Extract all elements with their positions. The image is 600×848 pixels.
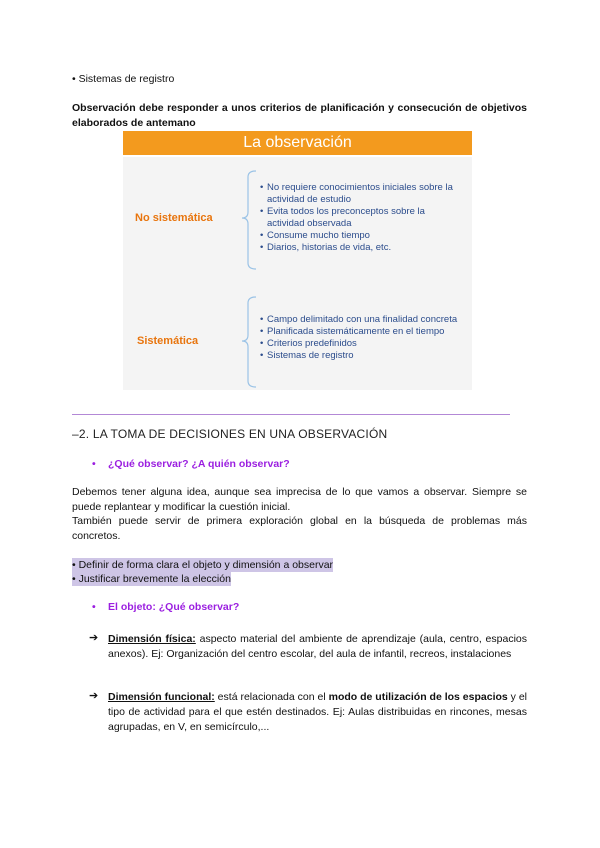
no-sistematica-list (260, 182, 465, 254)
paragraph-2: También puede servir de primera exploración global en la búsqueda de problemas más concretos. (72, 515, 527, 542)
dimension-funcional-text-1: está relacionada con el (214, 691, 329, 703)
highlight-2 (72, 572, 231, 586)
arrow-icon: ➔ (89, 690, 99, 702)
dimension-fisica (108, 632, 527, 662)
highlight-2-text: • Justificar brevemente la elección (72, 573, 231, 585)
question-1: ¿Qué observar? ¿A quién observar? (108, 458, 290, 470)
list-item: • Sistemas de registro (260, 350, 465, 362)
dimension-fisica-label: Dimensión física: (108, 633, 196, 645)
question-1-bullet: • (92, 458, 96, 470)
arrow-icon: ➔ (89, 632, 99, 644)
highlight-1 (72, 558, 333, 572)
question-2-bullet: • (92, 601, 96, 613)
dimension-funcional (108, 690, 527, 735)
list-item: • No requiere conocimientos iniciales sobre la actividad de estudio (260, 182, 465, 206)
list-item: • Consume mucho tiempo (260, 230, 465, 242)
dimension-funcional-bold: modo de utilización de los espacios (328, 691, 508, 703)
list-item: • Diarios, historias de vida, etc. (260, 242, 465, 254)
section-divider (72, 414, 510, 415)
brace-sistematica (242, 297, 256, 387)
dimension-funcional-label: Dimensión funcional: (108, 691, 215, 703)
observation-diagram (123, 157, 472, 390)
question-2: El objeto: ¿Qué observar? (108, 601, 240, 613)
category-sistematica: Sistemática (137, 335, 199, 347)
category-no-sistematica: No sistemática (135, 212, 213, 224)
dimension-fisica-text: aspecto material del ambiente de aprendizaje (aula, centro, espacios anexos). Ej: Organización del centro escolar, del aula de infantil, recreos, instalaciones (108, 633, 527, 660)
dimension-funcional-text-2: y el tipo de actividad para el que estén destinados. Ej: Aulas distribuidas en rincones, mesas agrupadas, en V, en semicírculo,... (108, 691, 528, 733)
section-title: –2. LA TOMA DE DECISIONES EN UNA OBSERVACIÓN (72, 427, 388, 441)
top-bullet: • Sistemas de registro (72, 73, 175, 85)
list-item: • Criterios predefinidos (260, 338, 465, 350)
list-item: • Evita todos los preconceptos sobre la actividad observada (260, 206, 465, 230)
intro-paragraph: Observación debe responder a unos criterios de planificación y consecución de objetivos elaborados de antemano (72, 102, 527, 129)
sistematica-list (260, 314, 465, 362)
list-item: • Campo delimitado con una finalidad concreta (260, 314, 465, 326)
paragraph-1: Debemos tener alguna idea, aunque sea imprecisa de lo que vamos a observar. Siempre se puede replantear y modificar la cuestión inicial. (72, 486, 527, 513)
list-item: • Planificada sistemáticamente en el tiempo (260, 326, 465, 338)
highlight-1-text: • Definir de forma clara el objeto y dimensión a observar (72, 559, 334, 571)
brace-no-sistematica (242, 171, 256, 269)
diagram-title-banner: La observación (123, 131, 472, 155)
